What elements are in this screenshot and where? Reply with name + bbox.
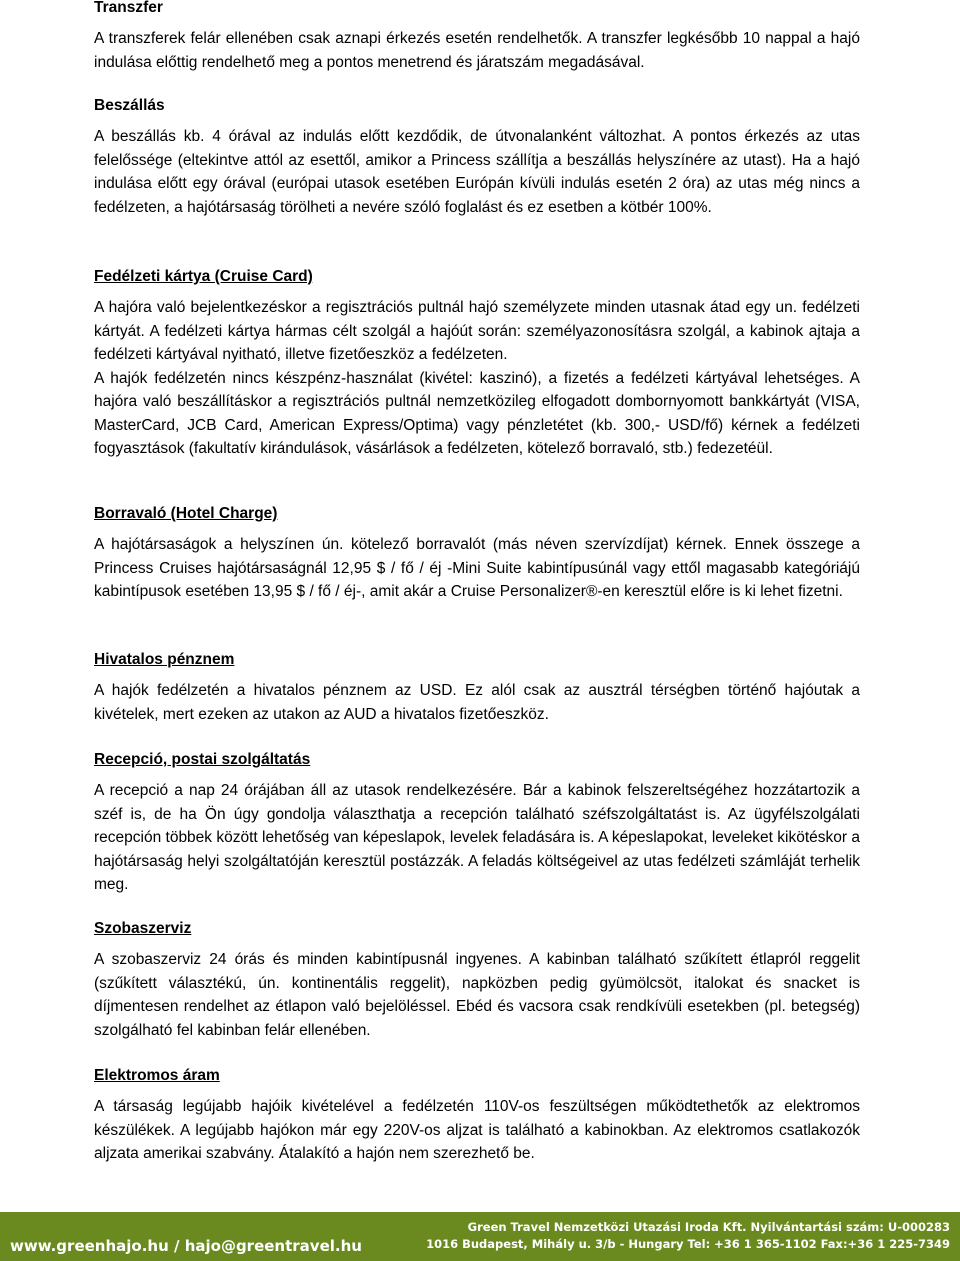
section-transzfer: [94, 0, 860, 74]
paragraph: A hajók fedélzetén a hivatalos pénznem az USD. Ez alól csak az ausztrál térségben történő hajóutak a kivételek, mert ezeken az utakon az AUD a hivatalos fizetőeszköz.: [94, 682, 860, 723]
footer-address-line: 1016 Budapest, Mihály u. 3/b - Hungary Tel: +36 1 365-1102 Fax:+36 1 225-7349: [426, 1237, 950, 1251]
paragraph: A hajótársaságok a helyszínen ún. kötelező borravalót (más néven szervízdíjat) kérnek. Ennek összege a Princess Cruises hajótársaságnál 12,95 $ / fő / éj -Mini Suite kabintípusúnál vagy ettől magasabb kategóriájú kabintípusok esetében 13,95 $ / fő / éj-, amit akár a Cruise Personalizer®-en keresztül előre is ki lehet fizetni.: [94, 536, 860, 600]
section-title: Beszállás: [94, 97, 165, 114]
section-hivatalos-penznem: [94, 649, 860, 726]
paragraph: A hajóra való bejelentkezéskor a regisztrációs pultnál hajó személyzete minden utasnak átad egy un. fedélzeti kártyát. A fedélzeti kártya hármas célt szolgál a hajóút során: személyazonosításra szolgál, a kabinok ajtaja a fedélzeti kártyával nyitható, illetve fizetőeszköz a fedélzeten.: [94, 299, 860, 363]
section-title: Borravaló (Hotel Charge): [94, 505, 278, 522]
footer-company-line: Green Travel Nemzetközi Utazási Iroda Kft. Nyilvántartási szám: U-000283: [467, 1220, 950, 1234]
paragraph: A hajók fedélzetén nincs készpénz-használat (kivétel: kaszinó), a fizetés a fedélzeti kártyával lehetséges. A hajóra való beszállításkor a regisztrációs pultnál nemzetközileg elfogadott dombornyomott bankkártyát (VISA, MasterCard, JCB Card, American Express/Optima) vagy pénzletétet (kb. 300,- USD/fő) kérnek a fedélzeti fogyasztások (fakultatív kirándulások, vásárlások a fedélzeten, kötelező borravaló, stb.) fedezetéül.: [94, 369, 860, 457]
paragraph: A transzferek felár ellenében csak aznapi érkezés esetén rendelhetők. A transzfer legkésőbb 10 nappal a hajó indulása előttig rendelhető meg a pontos menetrend és járatszám megadásával.: [94, 30, 860, 71]
section-fedelzeti-kartya: [94, 266, 860, 461]
section-title: Hivatalos pénznem: [94, 651, 235, 668]
section-title: Transzfer: [94, 0, 163, 16]
section-title: Elektromos áram: [94, 1067, 220, 1084]
footer-band: [0, 1212, 960, 1261]
paragraph: A recepció a nap 24 órájában áll az utasok rendelkezésére. Bár a kabinok felszereltségéhez hozzátartozik a széf is, de ha Ön úgy gondolja választhatja a recepción található széfszolgáltatást is. Az ügyfélszolgálati recepción többek között lehetőség van képeslapok, levelek feladására is. A képeslapokat, leveleket kikötéskor a hajótársaság helyi szolgáltatóján keresztül postázzák. A feladás költségeivel az utas fedélzeti számláját terhelik meg.: [94, 782, 860, 893]
section-szobaszerviz: [94, 918, 860, 1042]
section-title: Recepció, postai szolgáltatás: [94, 751, 311, 768]
paragraph: A szobaszerviz 24 órás és minden kabintípusnál ingyenes. A kabinban található szűkített étlapról reggelit (szűkített választékú, ún. kontinentális reggelit), napközben pedig gyümölcsöt, italokat és snacket is díjmentesen rendelhet az étlapon való bejelöléssel. Ebéd és vacsora csak rendkívüli esetekben (pl. betegség) szolgálható fel kabinban felár ellenében.: [94, 951, 860, 1039]
paragraph: A beszállás kb. 4 órával az indulás előtt kezdődik, de útvonalanként változhat. A pontos érkezés az utas felelőssége (eltekintve attól az esettől, amikor a Princess szállítja a beszállás helyszínére az utast). Ha a hajó indulása előtt egy órával (európai utasok esetében Európán kívüli indulás esetén 2 óra) az utas még nincs a fedélzeten, a hajótársaság törölheti a nevére szóló foglalást és ez esetben a kötbér 100%.: [94, 128, 860, 216]
section-recepcio: [94, 749, 860, 897]
section-title: Szobaszerviz: [94, 920, 192, 937]
section-beszallas: [94, 95, 860, 219]
section-elektromos-aram: [94, 1065, 860, 1166]
paragraph: A társaság legújabb hajóik kivételével a fedélzetén 110V-os feszültségen működtethetők az elektromos készülékek. A legújabb hajókon már egy 220V-os aljzat is található a kabinokban. Az elektromos csatlakozók aljzata amerikai szabvány. Átalakító a hajón nem szerezhető be.: [94, 1098, 860, 1162]
footer-company-info: [426, 1219, 950, 1253]
section-borravalo: [94, 503, 860, 604]
footer-web-contact[interactable]: www.greenhajo.hu / hajo@greentravel.hu: [10, 1237, 362, 1255]
section-title: Fedélzeti kártya (Cruise Card): [94, 268, 313, 285]
